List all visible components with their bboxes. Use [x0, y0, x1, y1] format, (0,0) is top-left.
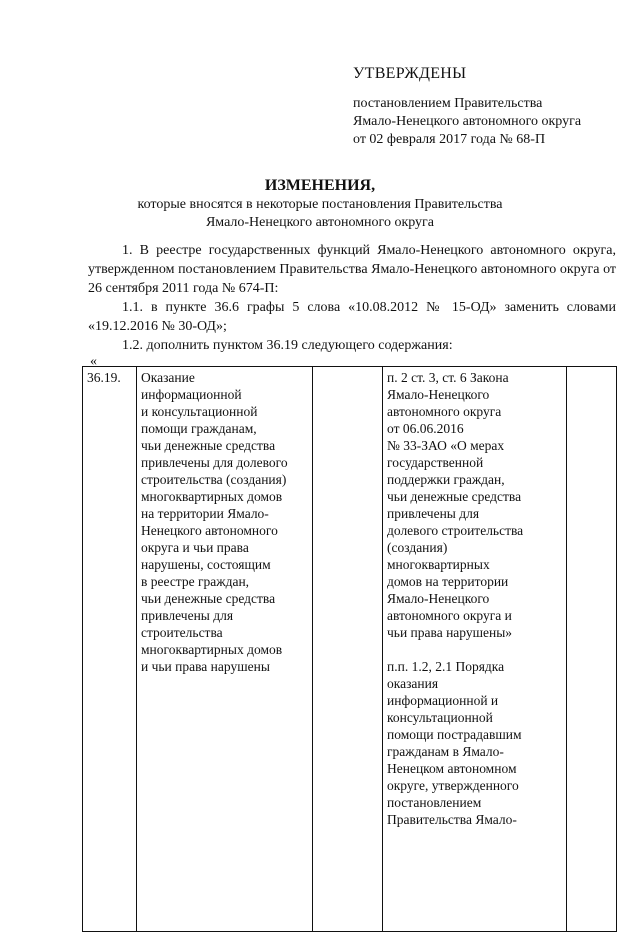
basis-line: округе, утвержденного [387, 778, 519, 793]
document-title: ИЗМЕНЕНИЯ, [264, 177, 376, 194]
approval-line-2: Ямало-Ненецкого автономного округа [353, 114, 582, 129]
basis-line: домов на территории [387, 574, 509, 589]
basis-line: автономного округа [387, 404, 502, 419]
function-line: и консультационной [141, 404, 258, 419]
row-number-cell [83, 367, 137, 932]
table-row [83, 367, 617, 932]
basis-line: чьи денежные средства [387, 489, 522, 504]
basis-line: Ненецком автономном [387, 761, 517, 776]
function-line: нарушены, состоящим [141, 557, 271, 572]
document-subtitle [0, 196, 640, 232]
approval-line-1: постановлением Правительства [353, 96, 543, 111]
opening-quote: « [90, 354, 97, 369]
paragraph-1 [88, 241, 616, 298]
empty-cell [567, 367, 617, 932]
basis-line: п.п. 1.2, 2.1 Порядка [387, 659, 505, 674]
function-line: Оказание [141, 370, 195, 385]
paragraph-1-2-text: 1.2. дополнить пунктом 36.19 следующего содержания: [122, 338, 453, 353]
basis-line: государственной [387, 455, 484, 470]
document-subtitle-line-2: Ямало-Ненецкого автономного округа [205, 215, 435, 230]
basis-line: от 06.06.2016 [387, 421, 464, 436]
basis-line: долевого строительства [387, 523, 524, 538]
basis-line: поддержки граждан, [387, 472, 505, 487]
approval-block [353, 64, 613, 149]
basis-line: (создания) [387, 540, 448, 555]
empty-cell [313, 367, 383, 932]
function-line: чьи денежные средства [141, 591, 276, 606]
basis-line: № 33-ЗАО «О мерах [387, 438, 505, 453]
function-line: чьи денежные средства [141, 438, 276, 453]
approval-line-3: от 02 февраля 2017 года № 68-П [353, 132, 546, 147]
legal-basis-cell [383, 367, 567, 932]
function-line: на территории Ямало- [141, 506, 269, 521]
function-line: привлечены для долевого [141, 455, 288, 470]
basis-line: Ямало-Ненецкого [387, 387, 490, 402]
function-line: помощи гражданам, [141, 421, 257, 436]
paragraph-1-1-text: 1.1. в пункте 36.6 графы 5 слова «10.08.2012 № 15-ОД» заменить словами «19.12.2016 № 30-ОД»; [88, 300, 616, 334]
paragraph-1-2 [88, 336, 616, 355]
paragraph-1-1 [88, 298, 616, 336]
basis-line: Ямало-Ненецкого [387, 591, 490, 606]
basis-line: информационной и [387, 693, 499, 708]
function-line: строительства (создания) [141, 472, 287, 487]
approval-title: УТВЕРЖДЕНЫ [353, 65, 467, 82]
function-line: многоквартирных домов [141, 642, 283, 657]
row-number: 36.19. [87, 370, 121, 385]
basis-line: Правительства Ямало- [387, 812, 517, 827]
function-line: строительства [141, 625, 223, 640]
paragraph-gap [387, 641, 562, 658]
function-line: информационной [141, 387, 242, 402]
changes-table [82, 366, 617, 932]
function-line: привлечены для [141, 608, 234, 623]
function-line: в реестре граждан, [141, 574, 250, 589]
document-subtitle-line-1: которые вносятся в некоторые постановления Правительства [137, 197, 503, 212]
basis-line: п. 2 ст. 3, ст. 6 Закона [387, 370, 509, 385]
basis-line: привлечены для [387, 506, 480, 521]
paragraph-1-text: 1. В реестре государственных функций Ямало-Ненецкого автономного округа, утвержденном постановлением Правительства Ямало-Ненецкого автономного округа от 26 сентября 2011 года № 674-П: [88, 243, 616, 296]
function-line: и чьи права нарушены [141, 659, 270, 674]
basis-line: оказания [387, 676, 439, 691]
basis-line: многоквартирных [387, 557, 490, 572]
basis-line: постановлением [387, 795, 482, 810]
basis-line: помощи пострадавшим [387, 727, 522, 742]
basis-line: гражданам в Ямало- [387, 744, 504, 759]
function-line: округа и чьи права [141, 540, 249, 555]
function-name-cell [137, 367, 313, 932]
basis-line: консультационной [387, 710, 493, 725]
function-line: многоквартирных домов [141, 489, 283, 504]
function-line: Ненецкого автономного [141, 523, 278, 538]
basis-line: автономного округа и [387, 608, 512, 623]
basis-line: чьи права нарушены» [387, 625, 513, 640]
